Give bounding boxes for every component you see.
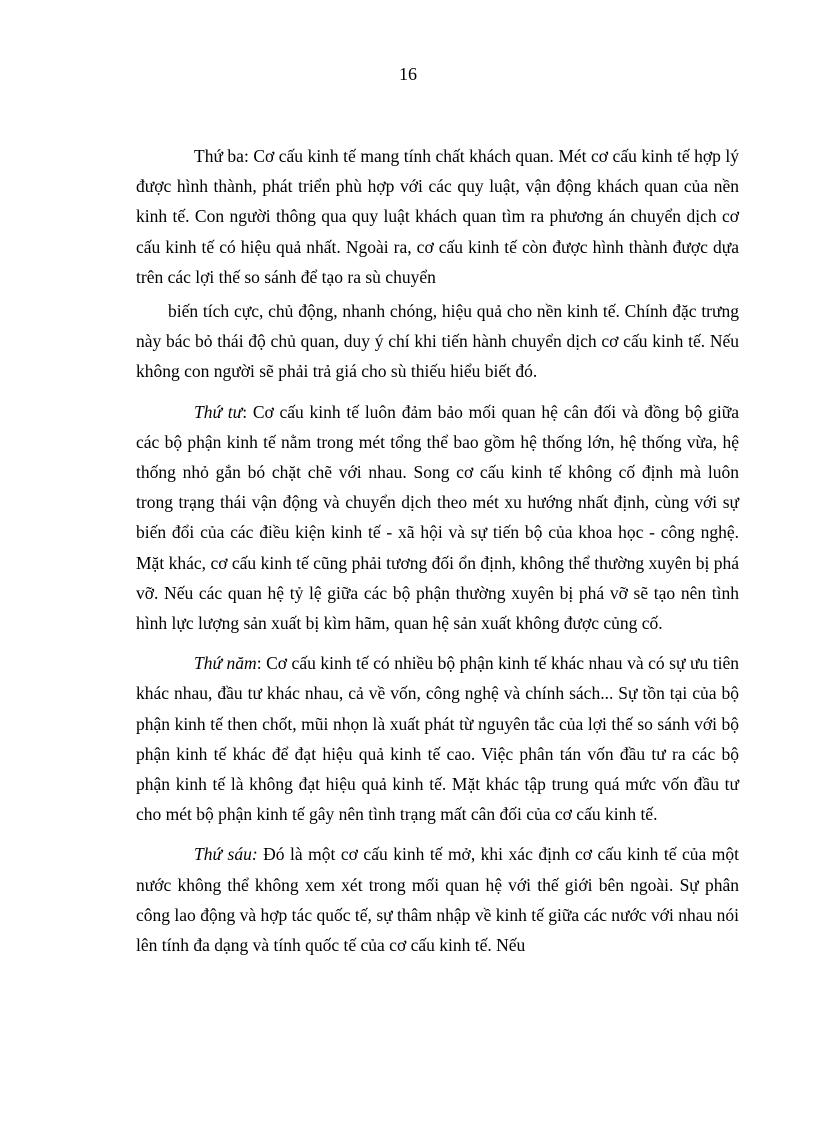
paragraph-thu-sau [136, 839, 739, 960]
paragraph-text: Thứ ba: Cơ cấu kinh tế mang tính chất khách quan. Mét cơ cấu kinh tế hợp lý được hình thành, phát triển phù hợp với các quy luật, vận động khách quan của nền kinh tế. Con người thông qua quy luật khách quan tìm ra phương án chuyển dịch cơ cấu kinh tế có hiệu quả nhất. Ngoài ra, cơ cấu kinh tế còn được hình thành được dựa trên các lợi thế so sánh để tạo ra sù chuyển [136, 146, 739, 287]
paragraph-thu-tu [136, 397, 739, 639]
paragraph-lead: Thứ năm [194, 653, 257, 674]
paragraph-text: : Cơ cấu kinh tế có nhiều bộ phận kinh tế khác nhau và có sự ưu tiên khác nhau, đầu tư khác nhau, cả về vốn, công nghệ và chính sách... Sự tồn tại của bộ phận kinh tế then chốt, mũi nhọn là xuất phát từ nguyên tắc của lợi thế so sánh với bộ phận kinh tế khác để đạt hiệu quả kinh tế cao. Việc phân tán vốn đầu tư ra các bộ phận kinh tế là không đạt hiệu quả kinh tế. Mặt khác tập trung quá mức vốn đầu tư cho mét bộ phận kinh tế gây nên tình trạng mất cân đối của cơ cấu kinh tế. [136, 653, 739, 825]
paragraph-thu-ba-continued [136, 296, 739, 387]
paragraph-text: Đó là một cơ cấu kinh tế mở, khi xác định cơ cấu kinh tế của một nước không thể không xem xét trong mối quan hệ với thế giới bên ngoài. Sự phân công lao động và hợp tác quốc tế, sự thâm nhập về kinh tế giữa các nước với nhau nói lên tính đa dạng và tính quốc tế của cơ cấu kinh tế. Nếu [136, 844, 739, 956]
paragraph-thu-nam [136, 648, 739, 829]
paragraph-text: biến tích cực, chủ động, nhanh chóng, hiệu quả cho nền kinh tế. Chính đặc trưng này bác bỏ thái độ chủ quan, duy ý chí khi tiến hành chuyển dịch cơ cấu kinh tế. Nếu không con người sẽ phải trả giá cho sù thiếu hiểu biết đó. [136, 301, 739, 382]
paragraph-lead: Thứ sáu: [194, 844, 258, 865]
document-body [136, 141, 739, 960]
paragraph-text: : Cơ cấu kinh tế luôn đảm bảo mối quan hệ cân đối và đồng bộ giữa các bộ phận kinh tế nằm trong mét tổng thể bao gồm hệ thống lớn, hệ thống vừa, hệ thống nhỏ gắn bó chặt chẽ với nhau. Song cơ cấu kinh tế không cố định mà luôn trong trạng thái vận động và chuyển dịch theo mét xu hướng nhất định, cùng với sự biến đổi của các điều kiện kinh tế - xã hội và sự tiến bộ của khoa học - công nghệ. Mặt khác, cơ cấu kinh tế cũng phải tương đối ổn định, không thể thường xuyên bị phá vỡ. Nếu các quan hệ tỷ lệ giữa các bộ phận thường xuyên bị phá vỡ sẽ tạo nên tình hình lực lượng sản xuất bị kìm hãm, quan hệ sản xuất không được củng cố. [136, 401, 739, 634]
paragraph-thu-ba [136, 141, 739, 292]
page-number: 16 [399, 64, 417, 84]
paragraph-lead: Thứ tư [194, 401, 243, 422]
